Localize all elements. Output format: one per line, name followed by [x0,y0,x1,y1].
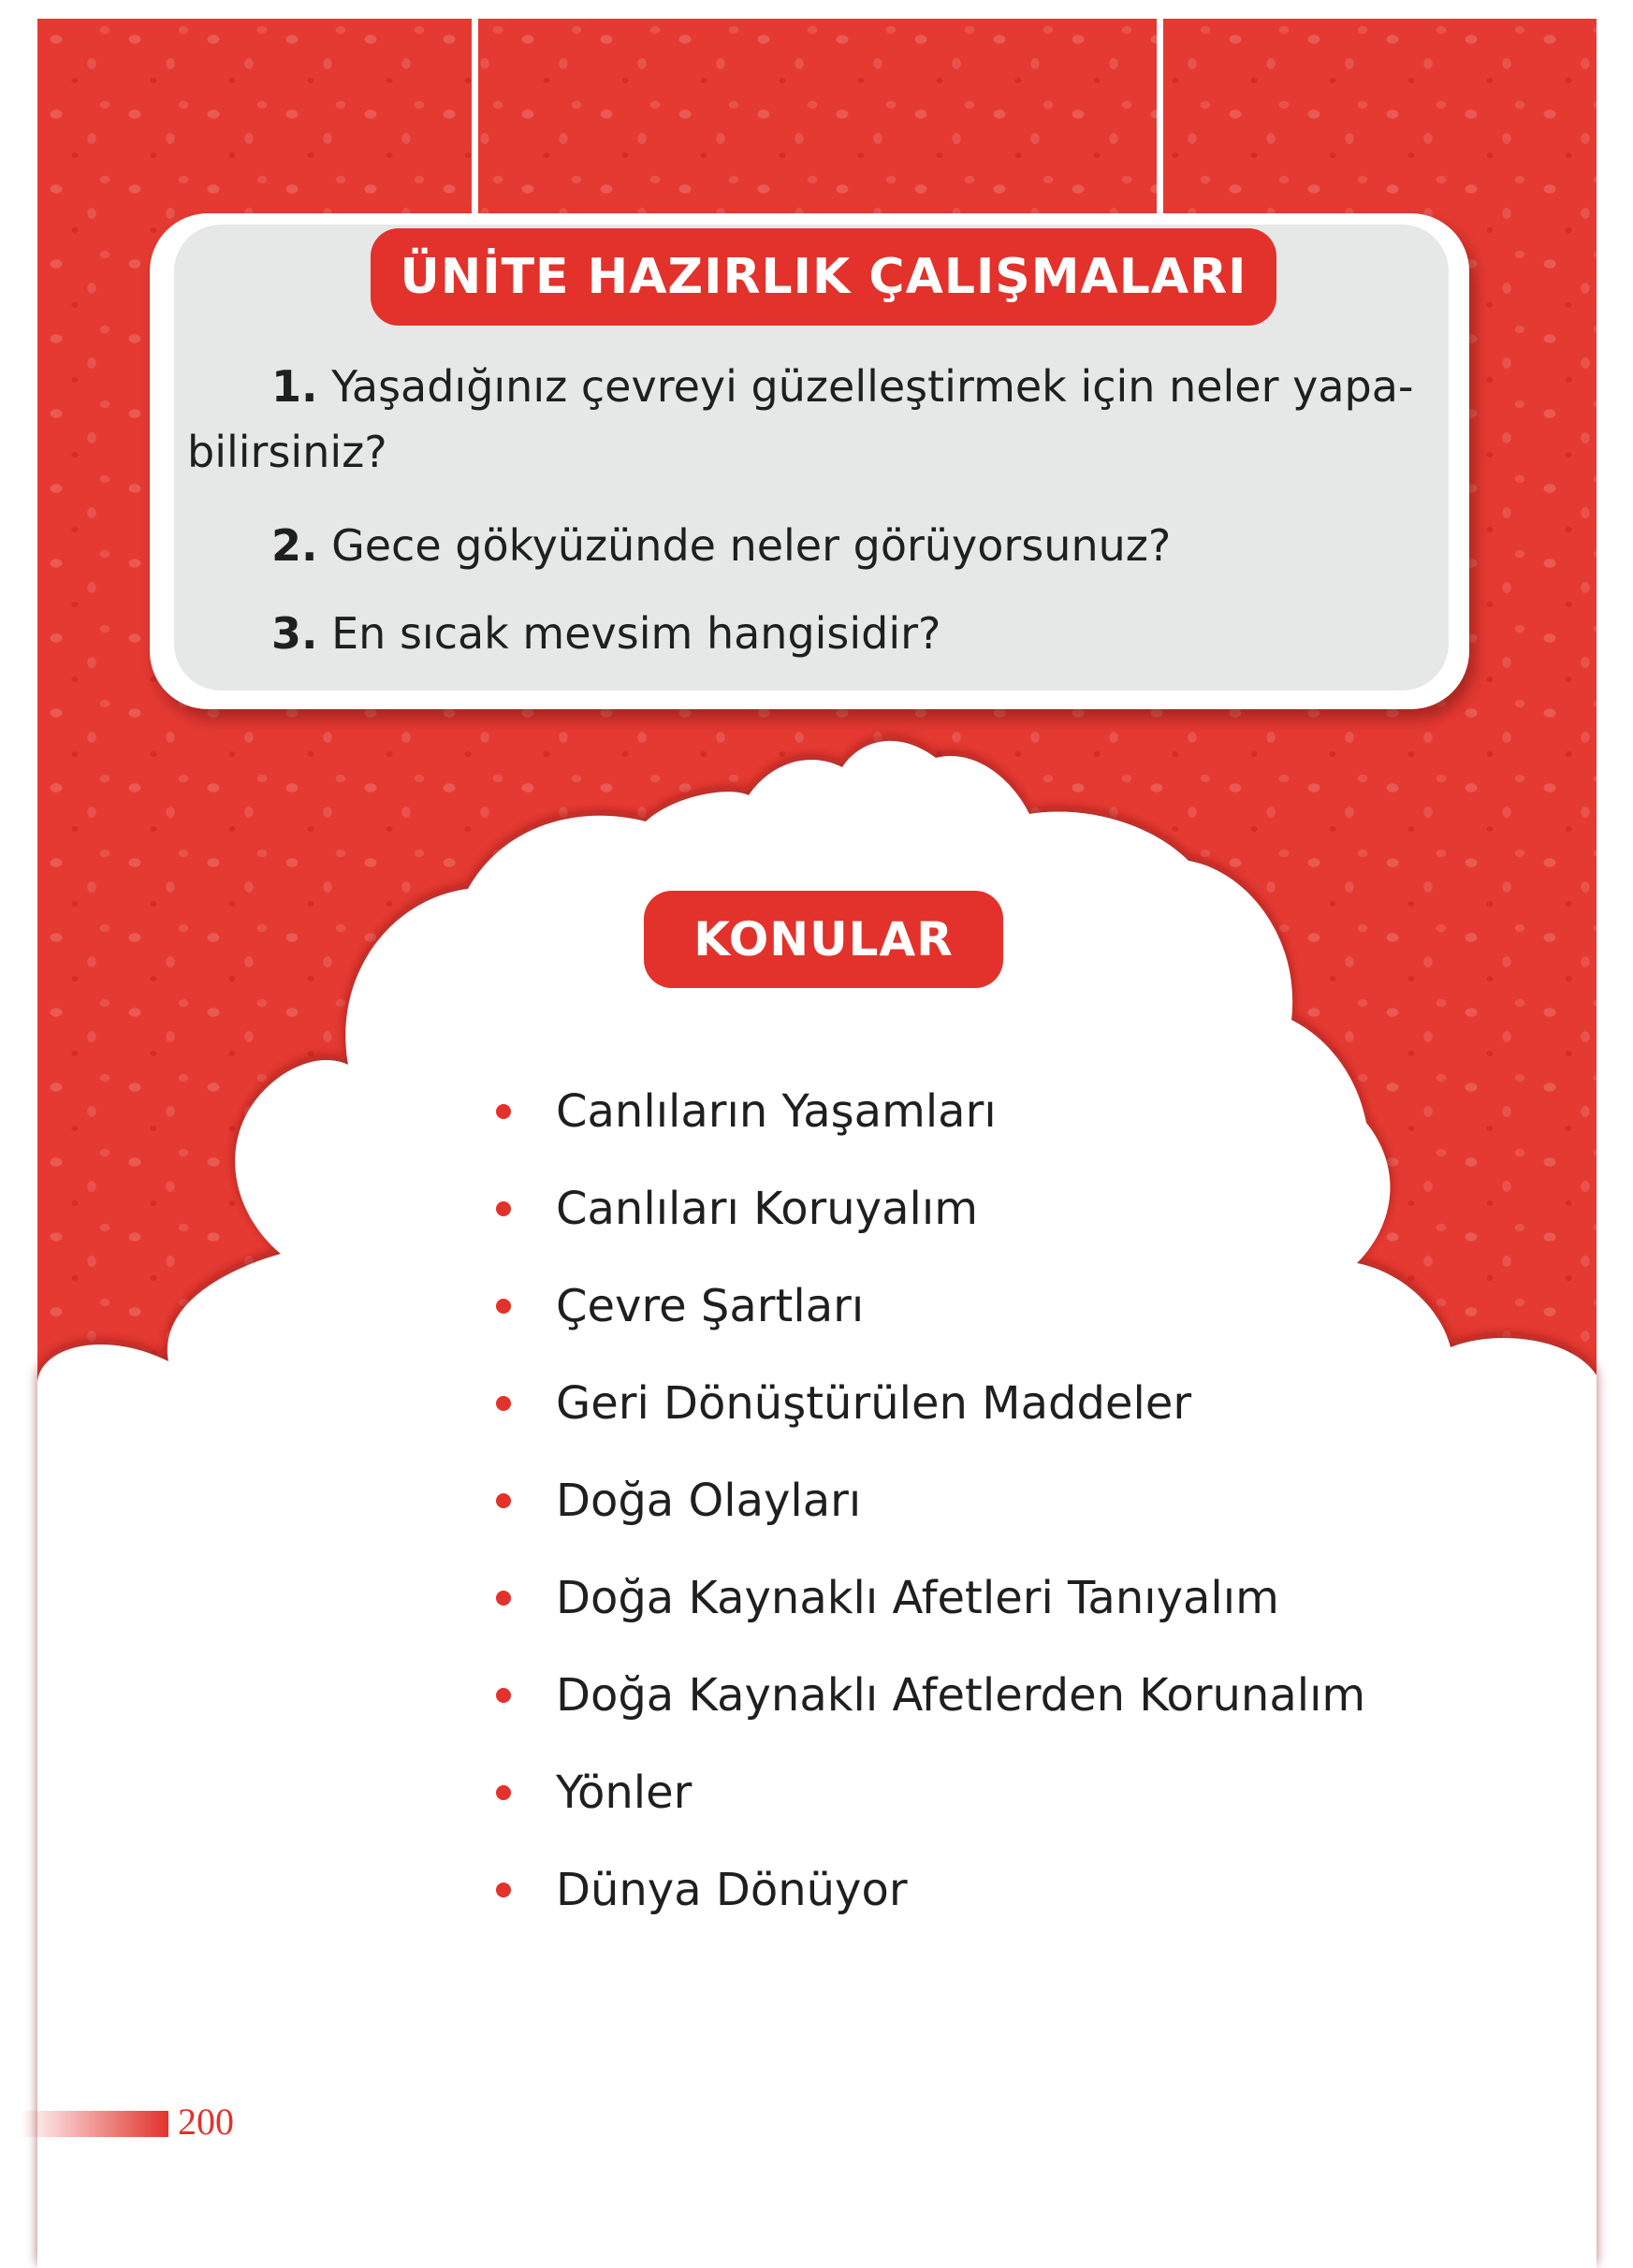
list-item [496,1841,1365,1939]
bullet-icon [496,1201,511,1216]
question-number: 1. [271,361,318,412]
bullet-icon [496,1396,511,1411]
page-number: 200 [178,2101,234,2143]
list-item [496,1549,1365,1647]
topic-label: Çevre Şartları [556,1280,865,1332]
question-1-continuation [187,419,387,485]
bullet-icon [496,1688,511,1703]
list-item [496,1063,1365,1160]
list-item [496,1744,1365,1841]
list-item [496,1355,1365,1452]
question-2 [271,513,1171,578]
list-item [496,1258,1365,1355]
bullet-icon [496,1493,511,1508]
page-number-bar [19,2111,168,2137]
question-number: 3. [271,608,318,659]
bullet-icon [496,1785,511,1800]
topic-label: Yönler [556,1766,693,1819]
topic-label: Canlıları Koruyalım [556,1183,978,1235]
topics-list [496,1063,1365,1939]
topics-title: KONULAR [644,891,1003,988]
list-item [496,1160,1365,1258]
topic-label: Doğa Kaynaklı Afetlerden Korunalım [556,1669,1366,1722]
unit-prep-title: ÜNİTE HAZIRLIK ÇALIŞMALARI [371,228,1276,326]
topic-label: Doğa Olayları [556,1475,862,1527]
list-item [496,1452,1365,1549]
question-1 [271,354,1414,419]
topic-label: Canlıların Yaşamları [556,1085,997,1138]
topic-label: Doğa Kaynaklı Afetleri Tanıyalım [556,1572,1279,1624]
bullet-icon [496,1104,511,1119]
bullet-icon [496,1299,511,1314]
question-text: En sıcak mevsim hangisidir? [331,608,941,659]
topic-label: Geri Dönüştürülen Maddeler [556,1377,1192,1430]
question-3 [271,601,940,666]
question-text: bilirsiniz? [187,427,387,477]
topic-label: Dünya Dönüyor [556,1864,908,1916]
bullet-icon [496,1883,511,1897]
bullet-icon [496,1591,511,1606]
list-item [496,1647,1365,1744]
question-number: 2. [271,520,318,571]
question-text: Yaşadığınız çevreyi güzelleştirmek için neler yapa- [331,361,1414,412]
question-text: Gece gökyüzünde neler görüyorsunuz? [331,520,1172,571]
